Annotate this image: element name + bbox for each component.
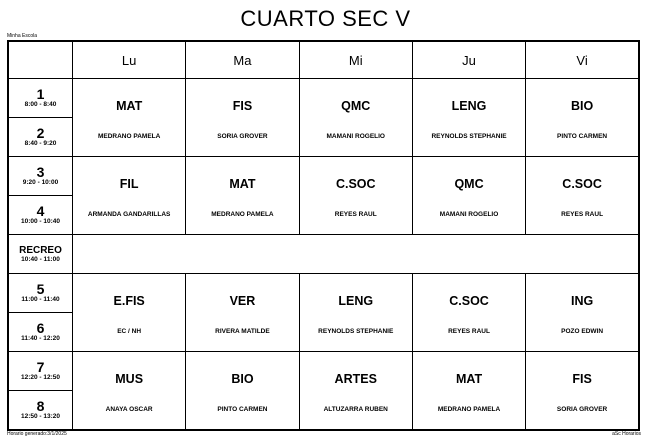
period-number: 2 (36, 125, 45, 141)
period-slot (9, 312, 72, 351)
period-cell (8, 79, 73, 157)
teacher: RIVERA MATILDE (215, 328, 270, 335)
period-time: 11:40 - 12:20 (21, 335, 60, 342)
school-name: Minha Escola (7, 33, 38, 39)
lesson-cell (526, 274, 639, 352)
lesson-cell (73, 352, 186, 431)
teacher: REYES RAUL (448, 328, 490, 335)
timetable (7, 40, 640, 431)
period-slot (9, 195, 72, 234)
subject: QMC (341, 99, 371, 113)
period-time: 11:00 - 11:40 (21, 296, 60, 303)
subject: C.SOC (449, 294, 489, 308)
lesson-cell (299, 274, 412, 352)
period-slot (9, 390, 72, 429)
period-time: 8:40 - 9:20 (24, 140, 57, 147)
period-slot (9, 352, 72, 390)
period-number: 6 (36, 320, 45, 336)
teacher: ANAYA OSCAR (105, 406, 153, 413)
subject: MAT (229, 177, 256, 191)
lesson-cell (299, 79, 412, 157)
lesson-cell (186, 274, 299, 352)
corner-cell (8, 41, 73, 79)
subject: MAT (455, 372, 483, 386)
period-number: 7 (36, 359, 45, 375)
page-title: CUARTO SEC V (240, 6, 411, 31)
subject: C.SOC (335, 177, 376, 191)
period-slot (9, 117, 72, 156)
period-slot (9, 157, 72, 195)
recreo-span (73, 235, 640, 274)
teacher: REYNOLDS STEPHANIE (431, 133, 507, 140)
lesson-cell (412, 79, 525, 157)
block-row (8, 157, 639, 235)
block-row (8, 274, 639, 352)
teacher: PINTO CARMEN (557, 133, 608, 140)
day-header: Ju (412, 41, 525, 79)
lesson-cell (186, 157, 299, 235)
lesson-cell (526, 157, 639, 235)
lesson-cell (73, 274, 186, 352)
lesson-cell (412, 157, 525, 235)
lesson-cell (186, 79, 299, 157)
teacher: SORIA GROVER (556, 406, 608, 413)
lesson-cell (73, 157, 186, 235)
teacher: ARMANDA GANDARILLAS (87, 211, 171, 218)
subject: FIS (232, 99, 253, 113)
period-number: 1 (36, 86, 45, 102)
recreo-cell (8, 235, 73, 274)
teacher: REYES RAUL (334, 211, 377, 218)
subject: QMC (454, 177, 484, 191)
subject: E.FIS (113, 294, 145, 308)
teacher: MEDRANO PAMELA (211, 211, 274, 218)
teacher: MEDRANO PAMELA (437, 406, 501, 413)
subject: BIO (570, 99, 594, 113)
teacher: POZO EDWIN (561, 328, 604, 335)
lesson-cell (412, 274, 525, 352)
teacher: PINTO CARMEN (217, 406, 268, 413)
period-number: 4 (36, 203, 45, 219)
subject: ARTES (334, 372, 377, 386)
generated-footer: Horario generado:3/1/2025 (7, 431, 67, 437)
teacher: SORIA GROVER (217, 133, 268, 140)
period-cell (8, 157, 73, 235)
subject: FIS (572, 372, 592, 386)
teacher: MAMANI ROGELIO (439, 211, 499, 218)
subject: FIL (119, 177, 139, 191)
period-time: 8:00 - 8:40 (24, 101, 57, 108)
period-number: 5 (36, 281, 45, 297)
period-time: 9:20 - 10:00 (22, 179, 59, 186)
block-row (8, 352, 639, 431)
recreo-label: RECREO (19, 245, 62, 256)
day-header: Ma (186, 41, 299, 79)
subject: VER (229, 294, 256, 308)
lesson-cell (299, 157, 412, 235)
day-header: Lu (73, 41, 186, 79)
day-header: Vi (526, 41, 639, 79)
subject: C.SOC (562, 177, 602, 191)
subject: LENG (451, 99, 487, 113)
lesson-cell (186, 352, 299, 431)
teacher: MAMANI ROGELIO (326, 133, 385, 140)
block-row (8, 79, 639, 157)
teacher: REYNOLDS STEPHANIE (318, 328, 394, 335)
recreo-row (8, 235, 639, 274)
subject: MAT (116, 99, 143, 113)
period-slot (9, 79, 72, 117)
period-cell (8, 352, 73, 431)
teacher: EC / NH (117, 328, 142, 335)
teacher: REYES RAUL (561, 211, 604, 218)
period-time: 12:50 - 13:20 (20, 413, 61, 420)
lesson-cell (526, 79, 639, 157)
teacher: MEDRANO PAMELA (97, 133, 161, 140)
recreo-time: 10:40 - 11:00 (21, 256, 60, 263)
teacher: ALTUZARRA RUBEN (323, 406, 388, 413)
lesson-cell (73, 79, 186, 157)
subject: MUS (115, 372, 144, 386)
lesson-cell (526, 352, 639, 431)
period-time: 12:20 - 12:50 (20, 374, 61, 381)
period-cell (8, 274, 73, 352)
software-footer: aSc Horarios (612, 431, 641, 437)
day-header: Mi (299, 41, 412, 79)
lesson-cell (412, 352, 525, 431)
period-time: 10:00 - 10:40 (20, 218, 61, 225)
day-header-row (8, 41, 639, 79)
subject: BIO (231, 372, 254, 386)
subject: LENG (338, 294, 374, 308)
period-slot (9, 274, 72, 312)
period-number: 8 (36, 398, 45, 414)
period-number: 3 (36, 164, 45, 180)
subject: ING (570, 294, 594, 308)
lesson-cell (299, 352, 412, 431)
